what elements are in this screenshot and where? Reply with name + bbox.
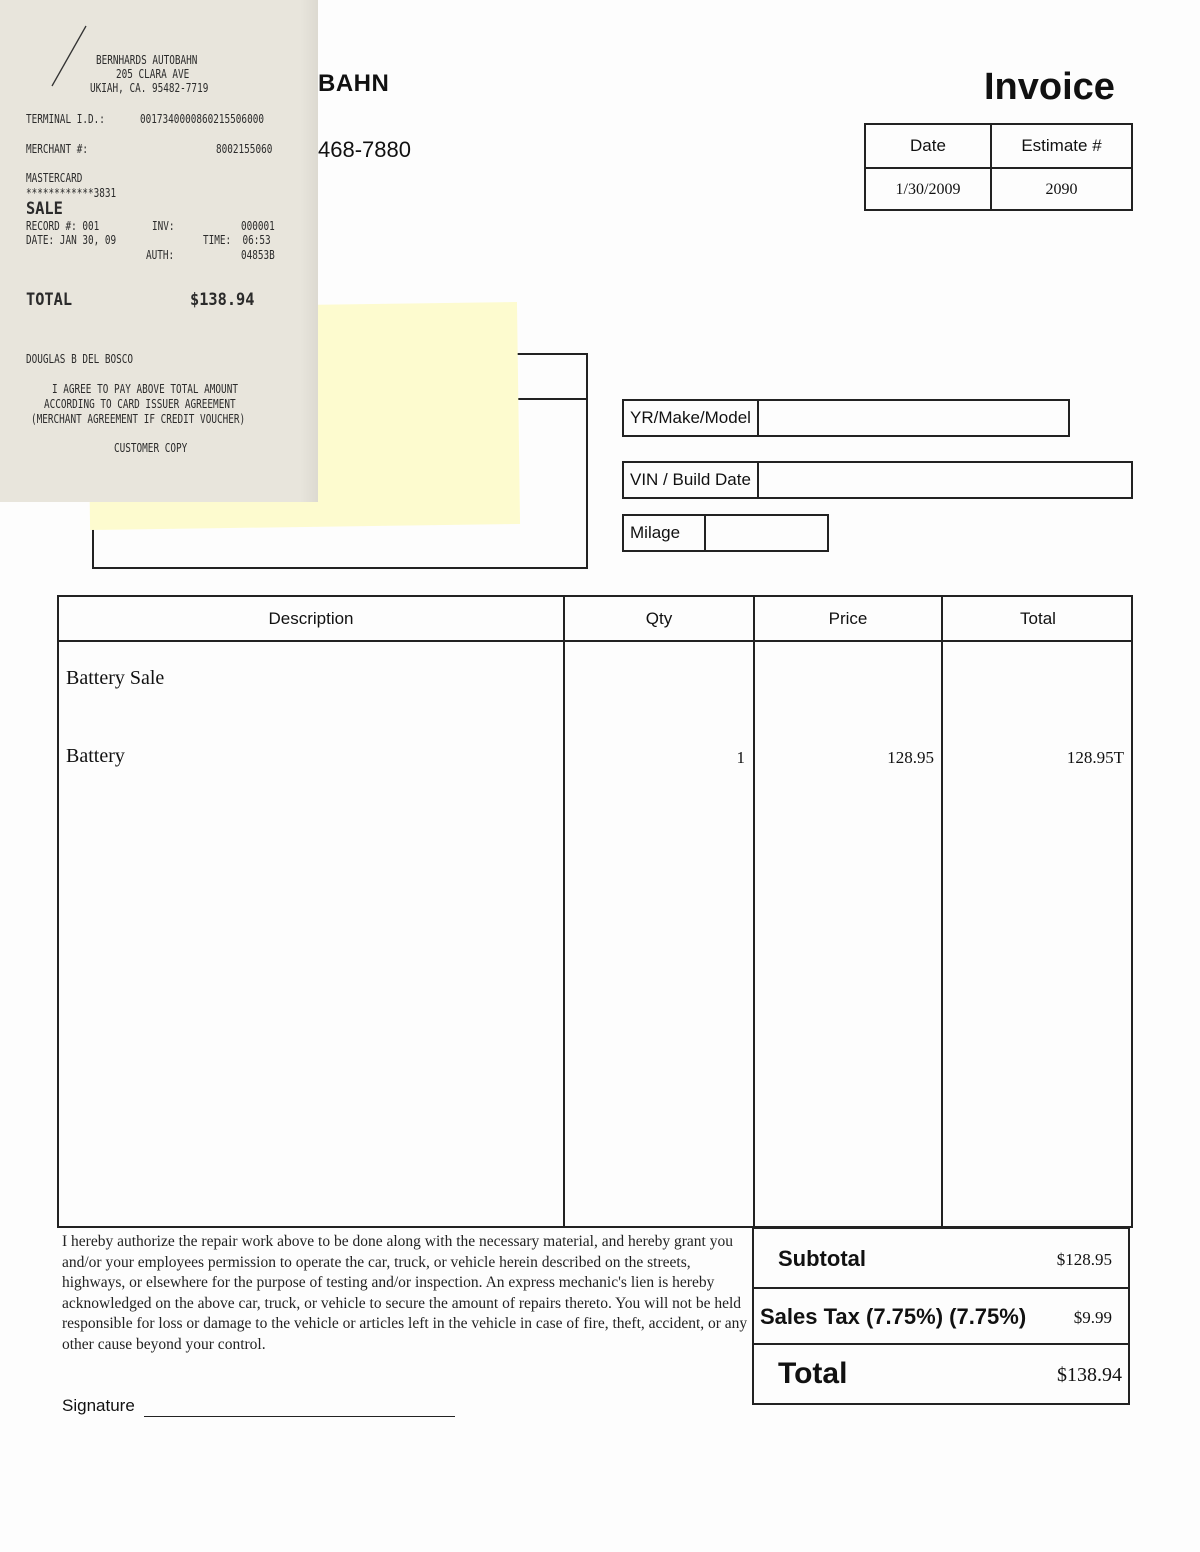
receipt-auth-value: 04853B	[241, 248, 275, 262]
date-estimate-table	[864, 123, 1133, 211]
receipt-edge-shadow	[300, 0, 318, 502]
vin-label: VIN / Build Date	[624, 463, 759, 497]
estimate-header: Estimate #	[1021, 136, 1102, 155]
company-name: BAHN	[318, 70, 390, 97]
receipt-auth-label: AUTH:	[146, 248, 175, 262]
receipt-date: DATE: JAN 30, 09	[26, 233, 117, 247]
receipt-cardholder: DOUGLAS B DEL BOSCO	[26, 352, 134, 366]
receipt-merchant-label: MERCHANT #:	[26, 142, 88, 156]
receipt-store-address: 205 CLARA AVE	[116, 67, 190, 81]
description-header: Description	[268, 608, 354, 628]
item-description: Battery Sale	[66, 667, 165, 689]
receipt-agree-2: ACCORDING TO CARD ISSUER AGREEMENT	[44, 397, 236, 411]
item-description: Battery	[66, 745, 125, 767]
vin-field	[622, 461, 1133, 499]
price-header: Price	[828, 608, 868, 628]
receipt-terminal-label: TERMINAL I.D.:	[26, 112, 105, 126]
signature-line	[144, 1416, 455, 1417]
yr-make-model-value	[759, 401, 1068, 435]
receipt-sale: SALE	[26, 199, 63, 219]
receipt-card-type: MASTERCARD	[26, 171, 83, 185]
pen-mark	[48, 24, 93, 94]
credit-card-receipt	[0, 0, 318, 502]
vin-value	[759, 463, 1131, 497]
receipt-agree-3: (MERCHANT AGREEMENT IF CREDIT VOUCHER)	[31, 412, 246, 426]
line-items-table	[57, 595, 1133, 1228]
total-label: Total	[778, 1357, 848, 1390]
subtotal-value: $128.95	[1056, 1250, 1112, 1269]
page-title: Invoice	[984, 66, 1115, 108]
receipt-total-value: $138.94	[190, 290, 255, 310]
terms-text: I hereby authorize the repair work above to be done along with the necessary material, and hereby grant you and/or your employees permission to operate the car, truck, or vehicle herein described on the streets, highways, or elsewhere for the purpose of testing and/or inspection. An express mechanic's lien is hereby acknowledged on the above car, truck, or vehicle to secure the amount of repairs thereto. You will not be held responsible for loss or damage to the vehicle or articles left in the vehicle in case of fire, theft, accident, or any other cause beyond your control.	[62, 1233, 748, 1353]
item-qty: 1	[736, 748, 745, 767]
milage-label: Milage	[624, 516, 706, 550]
total-header: Total	[1020, 608, 1056, 628]
yr-make-model-label: YR/Make/Model	[624, 401, 759, 435]
receipt-inv-label: INV:	[152, 219, 175, 233]
receipt-inv-value: 000001	[241, 219, 275, 233]
milage-field	[622, 514, 829, 552]
yr-make-model-field	[622, 399, 1070, 437]
receipt-time: TIME: 06:53	[203, 233, 271, 247]
date-header: Date	[910, 136, 946, 155]
estimate-value: 2090	[1045, 181, 1078, 198]
receipt-store-name: BERNHARDS AUTOBAHN	[96, 53, 198, 67]
total-value: $138.94	[1057, 1364, 1122, 1386]
receipt-agree-1: I AGREE TO PAY ABOVE TOTAL AMOUNT	[52, 382, 238, 396]
company-phone: 468-7880	[318, 137, 411, 162]
receipt-store-city: UKIAH, CA. 95482-7719	[90, 81, 209, 95]
milage-value	[706, 516, 827, 550]
receipt-copy: CUSTOMER COPY	[114, 441, 188, 455]
tax-label: Sales Tax (7.75%) (7.75%)	[760, 1304, 1027, 1329]
item-total: 128.95T	[1066, 748, 1124, 767]
receipt-card-number: ************3831	[26, 186, 117, 200]
signature-label: Signature	[62, 1396, 135, 1415]
receipt-merchant-value: 8002155060	[216, 142, 273, 156]
qty-header: Qty	[645, 608, 673, 628]
subtotal-label: Subtotal	[778, 1246, 866, 1271]
tax-value: $9.99	[1073, 1308, 1112, 1327]
date-value: 1/30/2009	[895, 181, 961, 198]
receipt-total-label: TOTAL	[26, 290, 73, 310]
item-price: 128.95	[887, 748, 934, 767]
totals-box	[752, 1227, 1130, 1405]
receipt-record: RECORD #: 001	[26, 219, 100, 233]
receipt-terminal-value: 0017340000860215506000	[140, 112, 264, 126]
